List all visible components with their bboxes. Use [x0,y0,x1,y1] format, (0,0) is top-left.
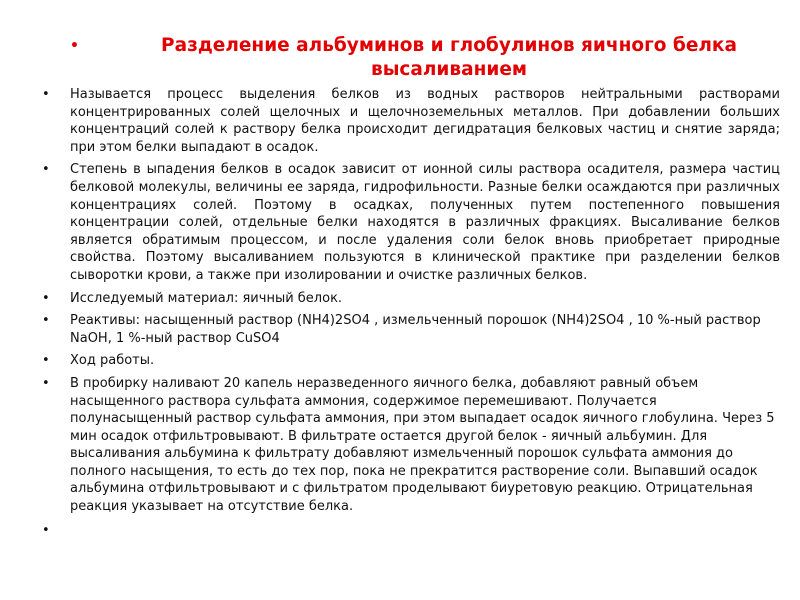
list-item-text: Называется процесс выделения белков из водных растворов нейтральными растворами концентрированных солей щелочных и щелочноземельных металлов. При добавлении больших концентраций солей к раствору белка происходит дегидратация белковых частиц и снятие заряда; при этом белки выпадают в осадок. [70,87,780,155]
list-item-procedure-heading [42,352,780,370]
list-item-text: В пробирку наливают 20 капель неразведенного яичного белка, добавляют равный объем насыщенного раствора сульфата аммония, содержимое перемешивают. Получается полунасыщенный раствор сульфата аммония, при этом выпадает осадок яичного глобулина. Через 5 мин осадок отфильтровывают. В фильтрате остается другой белок - яичный альбумин. Для высаливания альбумина к фильтрату добавляют измельченный порошок сульфата аммония до полного насыщения, то есть до тех пор, пока не прекратится растворение соли. Выпавший осадок альбумина отфильтровывают и с фильтратом проделывают биуретовую реакцию. Отрицательная реакция указывает на отсутствие белка. [70,375,775,515]
list-item-text: Реактивы: насыщенный раствор (NH4)2SO4 , измельченный порошок (NH4)2SO4 , 10 %-ный раствор NaOH, 1 %-ный раствор CuSO4 [70,313,761,346]
list-item-material [42,290,780,308]
list-item-empty [42,522,780,539]
bullet-icon: • [42,375,50,391]
bullet-icon: • [42,290,50,306]
list-item-text: Степень в ыпадения белков в осадок зависит от ионной силы раствора осадителя, размера частиц белковой молекулы, величины ее заряда, гидрофильности. Разные белки осаждаются при различных концентрациях солей. Поэтому в осадках, полученных путем постепенного повышения концентрации солей, отдельные белки находятся в различных фракциях. Высаливание белков является обратимым процессом, и после удаления соли белок вновь приобретает природные свойства. Поэтому высаливанием пользуются в клинической практике при разделении белков сыворотки крови, а также при изолировании и очистке различных белков. [70,162,780,283]
slide-title: Разделение альбуминов и глобулинов яичного белка высаливанием [161,35,737,80]
list-item-reagents [42,312,780,347]
list-item-precipitation-factors [42,161,780,284]
bullet-icon: • [42,87,50,102]
list-item-text: Ход работы. [70,353,155,369]
list-item-procedure [42,375,780,516]
list-item-text: Исследуемый материал: яичный белок. [70,290,343,306]
bullet-icon: • [42,162,50,178]
bullet-icon: • [42,522,50,538]
body-bullet-list [42,86,780,544]
title-row [70,34,790,82]
bullet-icon: • [42,353,50,369]
bullet-icon: • [42,313,50,329]
title-bullet-icon: • [70,38,79,54]
list-item-definition [42,86,780,156]
